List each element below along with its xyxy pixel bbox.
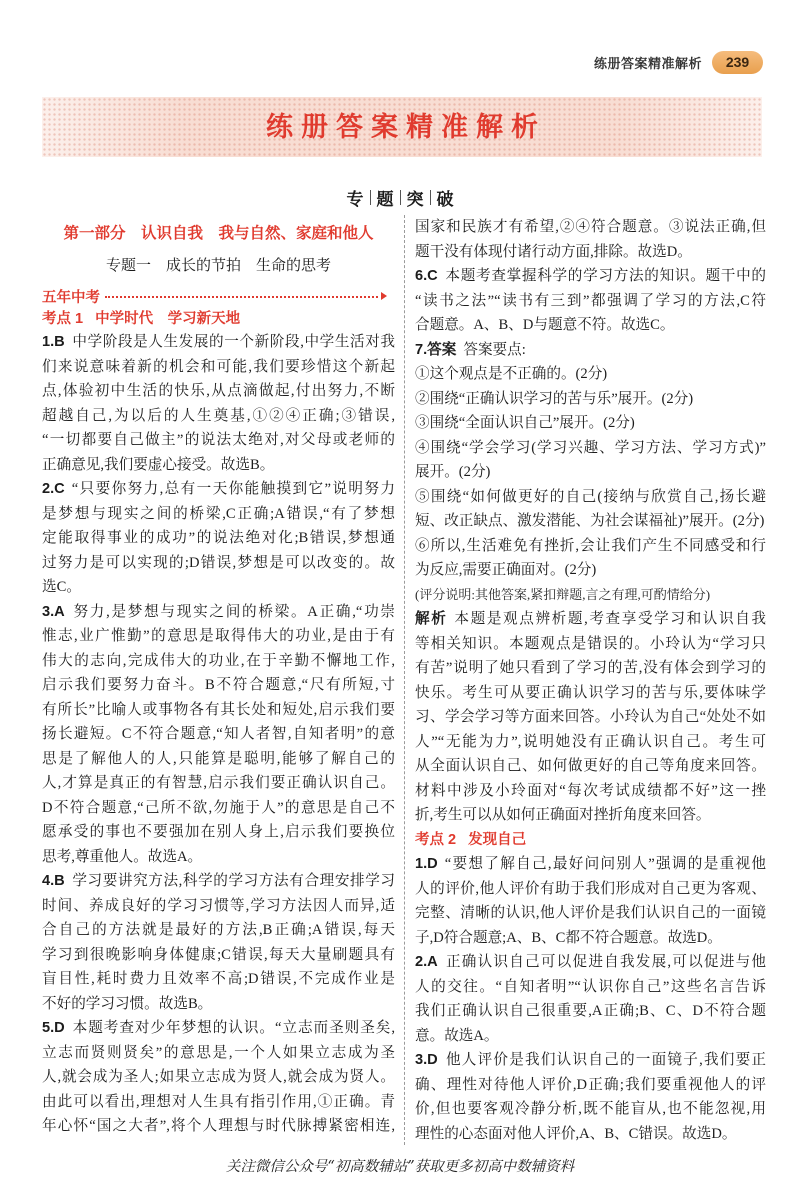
line-text: 人的评价,他人评价有助于我们形成对自己更为客观、 [415,880,766,897]
text-line [42,404,395,429]
line-text: 过努力是可以实现的;D错误,梦想是可以改变的。故 [42,554,395,571]
text-line [42,330,395,355]
text-line [42,943,395,968]
rule-end-arrow-icon [381,292,387,300]
line-text: 是梦想与现实之间的桥梁,C正确;A错误,“有了梦想 [42,505,395,522]
line-text: 答案要点: [463,341,526,358]
text-line [42,379,395,404]
answer-3 [415,1048,766,1146]
line-text: 盲目性,耗时费力且效率不高;D错误,不完成作业是 [42,971,395,987]
answer-7-lead [415,338,766,363]
line-text: 时间、养成良好的学习习惯等,学习方法因人而异,适 [42,897,395,914]
exam-point-title: 中学时代 学习新天地 [95,311,241,327]
text-line [42,747,395,772]
answer-6 [415,264,766,338]
answer-7-analysis [415,607,766,828]
answer-number: 1.D [415,856,438,872]
line-text: 我们正确认识自己很重要,A正确;B、C、D不符合题 [415,1003,766,1019]
answer-number: 7.答案 [415,341,457,358]
text-line [415,1073,766,1098]
exam-label-row [42,284,395,308]
answer-number: 2.A [415,954,438,970]
line-text: 中学阶段是人生发展的一个新阶段,中学生活对我 [71,334,395,350]
line-text: 短、改正缺点、激发潜能、为社会谋福祉)”展开。(2分) [415,513,765,529]
line-text: ①这个观点是不正确的。(2分) [415,366,608,382]
answer-number: 6.C [415,268,438,284]
answer-5 [42,1016,395,1139]
line-text: ④围绕“学会学习(学习兴趣、学习方法、学习方式)” [415,439,766,456]
section-title-separator [400,190,401,205]
text-line [42,869,395,894]
text-line [415,1024,766,1049]
text-line [42,698,395,723]
text-line [42,722,395,747]
line-text: 他人评价是我们认识自己的一面镜子,我们要正 [444,1052,766,1068]
text-line [42,355,395,380]
line-text: 从全面认识自己、如何做更好的自己等角度来回答。 [415,758,766,774]
answer-7-point-6 [415,534,766,583]
text-line [42,673,395,698]
answer-5-continued [415,215,766,264]
answer-7-point-1 [415,362,766,387]
line-text: 思考,尊重他人。故选A。 [42,848,203,865]
text-line [42,526,395,551]
line-text: “一切都要自己做主”的说法太绝对,对父母或老师的 [42,432,395,448]
line-text: 愿承受的事也不要强加在别人身上,启示我们要换位 [42,824,395,840]
line-text: 展开。(2分) [415,464,491,480]
line-text: 惟志,业广惟勤”的意思是取得伟大的功业,是由于有 [42,628,395,644]
text-line [42,428,395,453]
left-column [42,222,395,1139]
line-text: 等相关知识。本题观点是错误的。小玲认为“学习只 [415,635,766,652]
chapter-banner [42,97,762,157]
text-line [415,460,766,485]
line-text: 努力,是梦想与现实之间的桥梁。A正确,“功崇 [71,603,395,620]
line-text: 人,就会成为圣人;如果立志成为贤人,就会成为贤人。 [42,1069,395,1085]
line-text: ⑥所以,生活难免有挫折,会让我们产生不同感受和行 [415,537,766,554]
footer-note: 关注微信公众号“初高数辅站”获取更多初高中数辅资料 [225,1159,575,1175]
text-line [415,632,766,657]
text-line [42,820,395,845]
answer-number: 3.D [415,1052,438,1068]
text-line [42,551,395,576]
text-line [415,313,766,338]
text-line [42,453,395,478]
text-line [415,1097,766,1122]
line-text: 选C。 [42,579,81,595]
answer-number: 3.A [42,603,65,620]
line-text: 理性的心态面对他人评价,A、B、C错误。故选D。 [415,1125,737,1142]
text-line [415,852,766,877]
line-text: 人”“无能为力”,说明她没有正确认识自己。考生可 [415,733,766,750]
answer-2 [415,950,766,1048]
line-text: 有所长”比喻人或事物各有其长处和短处,启示我们要 [42,701,395,718]
text-line [415,338,766,363]
line-text: 价,但也要客观冷静分析,既不能盲从,也不能忽视,用 [415,1101,766,1117]
line-text: 点,体验初中生活的快乐,从点滴做起,付出努力,不断 [42,383,395,399]
line-text: 不好的学习习惯。故选B。 [42,995,213,1012]
text-line [42,1114,395,1139]
answer-7-point-4 [415,436,766,485]
text-line [42,967,395,992]
text-line [42,1065,395,1090]
text-line [415,387,766,412]
line-text: 材料中涉及小玲面对“每次考试成绩都不好”这一挫 [415,782,766,799]
section-title-char: 突 [406,189,424,209]
text-line [415,215,766,240]
text-line [42,575,395,600]
text-line [415,926,766,951]
exam-point-label: 考点 1 [42,311,84,327]
answer-3 [42,600,395,870]
running-header [594,51,763,74]
text-line [42,992,395,1017]
line-text: 人,才算是真正的有智慧,启示我们要正确认识自己。 [42,775,395,791]
text-line [415,705,766,730]
text-line [415,411,766,436]
answer-number: 5.D [42,1020,65,1036]
line-text: “要想了解自己,最好问问别人”强调的是重视他 [444,856,766,872]
answer-7-point-2 [415,387,766,412]
section-title-char: 破 [436,189,454,209]
dotted-rule [105,296,378,298]
answer-2 [42,477,395,600]
topic-heading: 专题一 成长的节拍 生命的思考 [105,257,331,274]
line-text: 合自己的方法就是最好的方法,B正确;A错误,每天 [42,922,395,938]
exam-point-heading [42,308,395,330]
line-text: 题干没有体现付诸行动方面,排除。故选D。 [415,243,692,260]
text-line [415,485,766,510]
text-line [415,681,766,706]
text-line [42,796,395,821]
line-text: 为反应,需要正确面对。(2分) [415,562,597,578]
section-title [0,186,800,208]
text-line [42,624,395,649]
part-heading: 第一部分 认识自我 我与自然、家庭和他人 [63,225,374,242]
exam-point-heading [415,828,766,853]
line-text: 学习到很晚影响身体健康;C错误,每天大量刷题具有 [42,946,395,963]
answer-number: 解析 [415,611,448,627]
text-line [42,1090,395,1115]
text-line [42,894,395,919]
line-text: 正确认识自己可以促进自我发展,可以促进与他 [444,954,766,970]
banner-title: 练册答案精准解析 [266,112,546,142]
text-line [42,600,395,625]
text-line [42,649,395,674]
column-divider [404,215,405,1145]
line-text: 超越自己,为以后的人生奠基,①②④正确;③错误, [42,407,395,424]
line-text: D不符合题意,“己所不欲,勿施于人”的意思是自己不 [42,799,395,816]
text-line [42,1041,395,1066]
line-text: 本题考查对少年梦想的认识。“立志而圣则圣矣, [71,1020,395,1036]
text-line [415,656,766,681]
right-column [415,215,766,1146]
text-line [415,779,766,804]
exam-label: 五年中考 [42,289,100,306]
line-text: 子,D符合题意;A、B、C都不符合题意。故选D。 [415,929,722,946]
line-text: 扬长避短。C不符合题意,“知人者智,自知者明”的意 [42,726,395,742]
line-text: 思是了解他人的人,只能算是聪明,能够了解自己的 [42,750,395,767]
text-line [42,845,395,870]
section-title-separator [430,190,431,205]
text-line [415,877,766,902]
line-text: 快乐。考生可从要正确认识学习的苦与乐,要体味学 [415,684,766,701]
section-title-separator [370,190,371,205]
line-text: 年心怀“国之大者”,将个人理想与时代脉搏紧密相连, [42,1118,395,1134]
text-line [415,362,766,387]
line-text: 合题意。A、B、D与题意不符。故选C。 [415,317,675,333]
text-line [415,509,766,534]
answer-1 [42,330,395,477]
text-line [42,1016,395,1041]
text-line [415,240,766,265]
answer-number: 1.B [42,334,65,350]
text-line [415,534,766,559]
answer-4 [42,869,395,1016]
answer-7-point-5 [415,485,766,534]
text-line [415,607,766,632]
line-text: 折,考生可以从如何正确面对挫折角度来回答。 [415,807,711,823]
text-line [415,436,766,461]
text-line [42,502,395,527]
text-line [415,754,766,779]
line-text: 伟大的志向,完成伟大的功业,在于辛勤不懈地工作, [42,652,395,669]
text-line [415,975,766,1000]
line-text: 确、理性对待他人评价,D正确;我们要重视他人的评 [415,1076,766,1093]
line-text: 们来说意味着新的机会和可能,我们要珍惜这个新起 [42,358,395,375]
line-text: ⑤围绕“如何做更好的自己(接纳与欣赏自己,扬长避 [415,488,766,505]
line-text: “只要你努力,总有一天你能触摸到它”说明努力 [71,481,395,497]
section-title-char: 专 [346,189,364,209]
text-line [415,999,766,1024]
line-text: ③围绕“全面认识自己”展开。(2分) [415,415,635,431]
answer-number: 4.B [42,873,65,889]
line-text: 习、学会学习等方面来回答。小玲认为自己“处处不如 [415,709,766,725]
text-line [42,918,395,943]
line-text: 启示我们要努力奋斗。B不符合题意,“尺有所短,寸 [42,677,395,693]
line-text: 意。故选A。 [415,1027,499,1044]
line-text: ②围绕“正确认识学习的苦与乐”展开。(2分) [415,390,694,407]
text-line [415,1122,766,1147]
line-text: 有苦”说明了她只看到了学习的苦,没有体会到学习的 [415,660,766,676]
line-text: 本题是观点辨析题,考查享受学习和认识自我 [454,611,766,627]
line-text: 学习要讲究方法,科学的学习方法有合理安排学习 [71,873,395,889]
line-text: 完整、清晰的认识,他人评价是我们认识自己的一面镜 [415,905,766,921]
text-line [415,1048,766,1073]
exam-point-title: 发现自己 [468,831,527,848]
answer-1 [415,852,766,950]
line-text: 由此可以看出,理想对人生具有指引作用,①正确。青 [42,1093,395,1110]
text-line [415,901,766,926]
text-line [42,477,395,502]
line-text: 国家和民族才有希望,②④符合题意。③说法正确,但 [415,219,766,235]
line-text: 人的交往。“自知者明”“认识你自己”这些名言告诉 [415,978,766,995]
line-text: 立志而贤则贤矣”的意思是,一个人如果立志成为圣 [42,1044,395,1061]
section-title-char: 题 [376,189,394,209]
running-header-title: 练册答案精准解析 [593,56,702,71]
line-text: 定能取得事业的成功”的说法绝对化;B错误,梦想通 [42,530,395,546]
text-line [415,950,766,975]
exam-point-label: 考点 2 [415,831,457,848]
text-line [415,558,766,583]
line-text: “读书之法”“读书有三到”都强调了学习的方法,C符 [415,292,766,309]
line-text: 本题考查掌握科学的学习方法的知识。题干中的 [444,268,766,284]
scoring-note: (评分说明:其他答案,紧扣辩题,言之有理,可酌情给分) [415,586,711,602]
text-line [415,289,766,314]
text-line [415,803,766,828]
answer-number: 2.C [42,481,65,497]
line-text: 正确意见,我们要虚心接受。故选B。 [42,456,275,473]
text-line [415,264,766,289]
answer-7-point-3 [415,411,766,436]
text-line [415,730,766,755]
page-number: 239 [712,51,763,74]
text-line [42,771,395,796]
